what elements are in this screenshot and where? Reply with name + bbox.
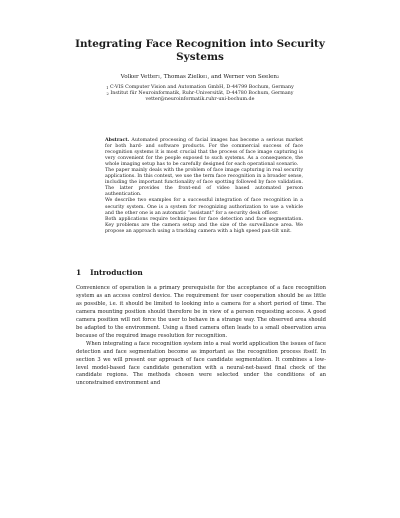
abstract-paragraph: Both applications require techniques for face detection and face segmentation. Key problems are the camera setup and the size of the surveillance area. We propose an approach using a tracking camera with a high speed pan-tilt unit. xyxy=(105,216,303,234)
affiliations xyxy=(70,85,330,104)
affiliation-text: C-VIS Computer Vision and Automation GmbH, D-44799 Bochum, Germany xyxy=(110,85,294,90)
paper-title: Integrating Face Recognition into Security Systems xyxy=(75,38,325,63)
abstract-paragraph: We describe two examples for a successful integration of face recognition in a security system. One is a system for recognizing authorization to use a vehicle and the other one is an automatic “assistant” for a security desk officer. xyxy=(105,198,303,216)
affiliation-text: Institut für Neuroinformatik, Ruhr-Universität, D-44780 Bochum, Germany xyxy=(110,91,294,97)
author-list xyxy=(40,74,360,81)
author-affiliation-mark: 2 xyxy=(277,74,280,79)
abstract xyxy=(105,138,303,235)
author-name: Werner von Seelen xyxy=(223,74,278,80)
body-text xyxy=(76,285,326,388)
author-name: Volker Vetter xyxy=(120,74,158,80)
author-separator: , and xyxy=(207,74,224,80)
author-name: Thomas Zielke xyxy=(163,74,206,80)
section-number: 1 xyxy=(76,268,82,277)
author-separator: , xyxy=(160,74,164,80)
abstract-paragraph: The paper mainly deals with the problem of face image capturing in real security applications. In this context, we use the term face recognition in a broader sense, including the important functionality of face spotting followed by face validation. The latter provides the front-end of video based automated person authentication. xyxy=(105,168,303,198)
body-paragraph: Convenience of operation is a primary prerequisite for the acceptance of a face recognition system as an access control device. The requirement for user cooperation should be as little as possible, i.e. it should be limited to looking into a camera for a short period of time. The camera mounting position should therefore be in view of a person requesting access. A good camera position will not force the user to behave in a strange way. The observed area should be adapted to the environment. Using a fixed camera often leads to a small observation area because of the required image resolution for recognition. xyxy=(76,285,326,339)
author-email: vetter@neuroinformatik.ruhr-uni-bochum.de xyxy=(145,97,255,103)
abstract-text: Automated processing of facial images has become a serious market for both hard- and software products. For the commercial success of face recognition systems it is most crucial that the process of face image capturing is very convenient for the people exposed to such systems. As a consequence, the whole imaging setup has to be carefully designed for each operational scenario. xyxy=(105,138,303,168)
affiliation-mark: 2 xyxy=(106,91,109,96)
section-heading xyxy=(76,268,143,277)
body-paragraph: When integrating a face recognition system into a real world application the issues of face detection and face segmentation become as important as the recognition process itself. In section 3 we will present our approach of face candidate segmentation. It combines a low-level model-based face candidate generation with a neural-net-based final check of the candidate regions. The methods chosen were selected under the conditions of an unconstrained environment and xyxy=(76,340,326,387)
section-title: Introduction xyxy=(90,268,143,277)
author-affiliation-mark: 1 xyxy=(205,74,208,79)
affiliation-mark: 1 xyxy=(106,85,109,90)
abstract-paragraph xyxy=(105,138,303,168)
author-affiliation-mark: 1 xyxy=(157,74,161,79)
abstract-label: Abstract. xyxy=(105,138,130,143)
